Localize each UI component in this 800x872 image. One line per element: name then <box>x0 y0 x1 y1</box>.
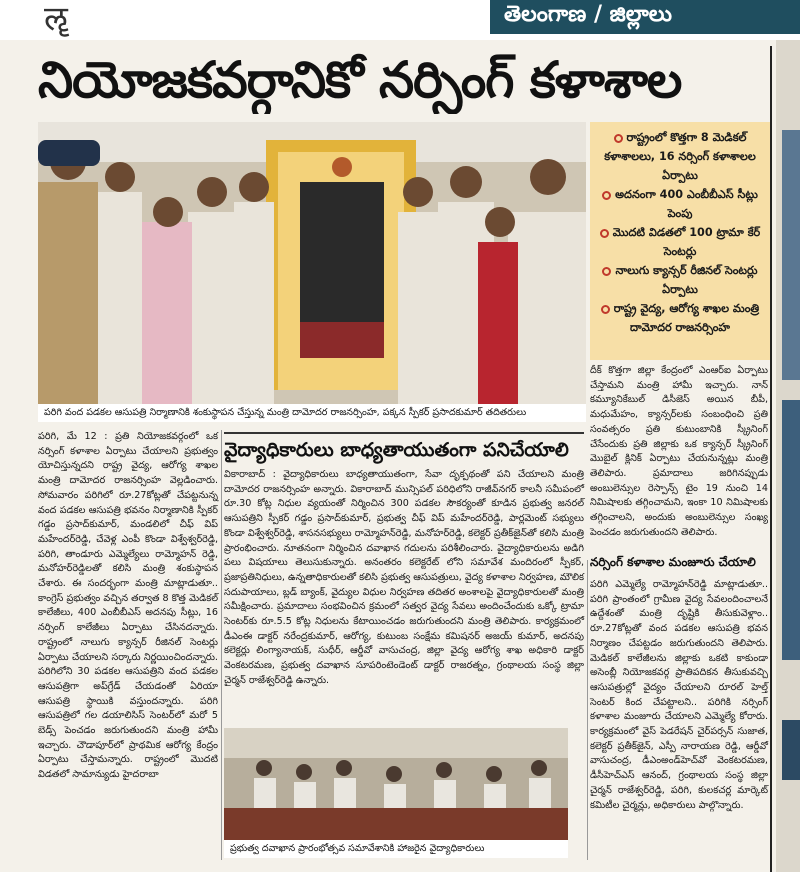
adjacent-article-edge <box>776 40 800 872</box>
section-banner: తెలంగాణ / జిల్లాలు <box>490 0 800 34</box>
column-divider <box>770 46 772 872</box>
right-subheading: నర్సింగ్ కళాశాల మంజూరు చేయాలి <box>590 555 756 569</box>
right-column-text: దీక్ కొత్తగా జిల్లా కేంద్రంలో ఎంఆర్ఐ ఏర్పాటు చేస్తామని మంత్రి హామీ ఇచ్చారు. నాన్ కమ్యూనికేబుల్ డిసీజెస్ అయిన బీపీ, మధుమేహం, క్యాన్సర్‌లకు సంబంధించి ప్రతి సంవత్సరం ప్రతి కుటుంబానికి స్క్రీనింగ్ చేసేందుకు ప్రతి జిల్లాకు ఒక క్యాన్సర్ స్క్రీనింగ్ మొబైల్ క్లినిక్ ఏర్పాటు చేయనున్నట్లు మంత్రి తెలిపారు. ప్రమాదాలు జరిగినప్పుడు అంబులెన్సుల రెస్పాన్స్ టైం 19 నుంచి 14 నిమిషాలకు తగ్గించామని, ఇంకా 10 నిమిషాలకు తగ్గించాలని, అందుకు అంబులెన్సుల సంఖ్య పెంచడం జరుగుతుందని తెలిపారు. <box>590 365 768 538</box>
bullet-icon <box>614 134 623 143</box>
highlights-box <box>590 122 770 360</box>
meeting-photo-caption: ప్రభుత్వ దవాఖాన ప్రారంభోత్సవ సమావేశానికి హాజరైన వైద్యాధికారులు <box>224 840 568 858</box>
bullet-icon <box>602 191 611 200</box>
adjacent-photo <box>782 400 800 660</box>
highlight-item: అదనంగా 400 ఎంబీబీఎస్ సీట్లు పెంపు <box>594 185 766 223</box>
highlight-item: రాష్ట్ర వైద్య, ఆరోగ్య శాఖల మంత్రి దామోదర రాజనర్సింహ <box>594 299 766 337</box>
middle-body-text: వికారాబాద్ : వైద్యాధికారులు బాధ్యతాయుతంగా, సేవా దృక్పథంతో పని చేయాలని మంత్రి దామోదర రాజనర్సింహ అన్నారు. వికారాబాద్ మున్సిపల్ పరిధిలోని రాజీవ్‌నగర్ కాలనీ సమీపంలో రూ.30 కోట్ల నిధుల వ్యయంతో నిర్మించిన 300 పడకల సౌకర్యంతో కూడిన ప్రభుత్వ జనరల్ ఆసుపత్రిని స్పీకర్ గడ్డం ప్రసాద్‌కుమార్, ప్రభుత్వ చీఫ్ విప్ మహేందర్‌రెడ్డి, పార్లమెంట్ సభ్యులు కొండా విశ్వేశ్వర్‌రెడ్డి, శాసనసభ్యులు రామ్మోహన్‌రెడ్డి, మనోహర్‌రెడ్డి, కలెక్టర్ ప్రతీక్‌జైన్‌తో కలిసి మంత్రి ప్రారంభించారు. నూతనంగా నిర్మించిన దవాఖాన గదులను పరిశీలించారు. వైద్యాధికారులను అడిగి పలు విషయాలు తెలుసుకున్నారు. అనంతరం కలెక్టరేట్ లోని సమావేశ మందిరంలో స్పీకర్, ప్రజాప్రతినిధులు, ఉన్నతాధికారులతో కలిసి ప్రభుత్వ ఆసుపత్రులు, వైద్య కళాశాల నిర్వహణ, మౌలిక సదుపాయాలు, బ్లడ్ బ్యాంక్, వైద్యుల విధుల నిర్వహణ తదితర అంశాలపై వైద్యాధికారులతో మంత్రి సమీక్షించారు. ప్రమాదాలు సంభవించిన క్రమంలో సత్వర వైద్య సేవలు అందించేందుకు ఒక్కో ట్రామా సెంటర్‌కు రూ.5.5 కోట్ల నిధులను కేటాయించడం జరుగుతుందని మంత్రి తెలిపారు. కార్యక్రమంలో డీఎంఈ డాక్టర్ నరేంద్రకుమార్, ఆరోగ్య, కుటుంబ సంక్షేమ కమిషనర్ అజయ్ కుమార్, అదనపు కలెక్టర్లు లింగ్యానాయక్, సుధీర్, ఆర్డీవో వాసుచంద్ర, జిల్లా వైద్య ఆరోగ్య శాఖ అధికారి డాక్టర్ వెంకటరమణ, ప్రభుత్వ దవాఖాన సూపరింటెండెంట్ డాక్టర్ రాజరత్నం, గ్రంథాలయ సంస్థ జిల్లా చైర్మన్ రాజేశ్వర్‌రెడ్డి ఉన్నారు. <box>224 469 584 686</box>
bullet-icon <box>602 267 611 276</box>
column-rule <box>221 430 222 860</box>
page-headline: నియోజకవర్గానికో నర్సింగ్ కళాశాల <box>38 51 682 109</box>
newspaper-logo: ॡ <box>44 0 68 39</box>
highlight-item: మొదటి విడతలో 100 ట్రామా కేర్ సెంటర్లు <box>594 223 766 261</box>
masthead <box>0 0 800 40</box>
bullet-icon <box>601 305 610 314</box>
bullet-icon <box>600 229 609 238</box>
main-photo-caption: పరిగి వంద పడకల ఆసుపత్రి నిర్మాణానికి శంకుస్థాపన చేస్తున్న మంత్రి దామోదర రాజనర్సింహ, పక్కన స్పీకర్ ప్రసాదకుమార్ తదితరులు <box>38 404 586 422</box>
column-rule <box>587 560 588 860</box>
adjacent-photo <box>782 130 800 380</box>
adjacent-block <box>782 720 800 780</box>
left-column-text: పరిగి, మే 12 : ప్రతి నియోజకవర్గంలో ఒక నర్సింగ్ కళాశాల ఏర్పాటు చేయాలని ప్రభుత్వం యోచిస్తున్నదని రాష్ట్ర వైద్య, ఆరోగ్య శాఖల మంత్రి దామోదర రాజనర్సింహ వెల్లడించారు. సోమవారం పరిగిలో రూ.27కోట్లతో చేపట్టనున్న వంద పడకల ఆసుపత్రి భవనం నిర్మాణానికి స్పీకర్ గడ్డం ప్రసాద్‌కుమార్, మండలిలో చీఫ్ విప్ మహేందర్‌రెడ్డి, చేవెళ్ల ఎంపీ కొండా విశ్వేశ్వర్‌రెడ్డి, పరిగి, తాండూరు ఎమ్మెల్యేలు రామ్మోహన్ రెడ్డి, మనోహర్‌రెడ్డిలతో కలిసి మంత్రి శంకుస్థాపన చేశారు. ఈ సందర్భంగా మంత్రి మాట్లాడుతూ.. కాంగ్రెస్ ప్రభుత్వం వచ్చిన తర్వాత 8 కొత్త మెడికల్ కాలేజీలు, 400 ఎంబీబీఎస్ అదనపు సీట్లు, 16 నర్సింగ్ కాలేజీలు ఏర్పాటు చేసినదన్నారు. రాష్ట్రంలో నాలుగు క్యాన్సర్ రీజినల్ సెంటర్లు ఏర్పాటు చేయాలని సర్కారు నిర్ణయించిందన్నారు. పరిగిలోని 30 పడకల ఆసుపత్రిని వంద పడకల ఆసుపత్రిగా అప్‌గ్రేడ్ చేయడంతో ఏరియా ఆసుపత్రి స్థాయికి వస్తుందన్నారు. పరిగి ఆసుపత్రిలో గల డయాలిసిస్ సెంటర్‌లో మరో 5 బెడ్స్ పెంచడం జరుగుతుందని మంత్రి హామీ ఇచ్చారు. చౌడాపూర్‌లో ప్రాథమిక ఆరోగ్య కేంద్రం ఏర్పాటు చేస్తామన్నారు. రాష్ట్రంలో మొదటి విడతలో సామాన్యుడు హైదరాబా <box>38 431 218 781</box>
highlight-item: రాష్ట్రంలో కొత్తగా 8 మెడికల్ కళాశాలలు, 16 నర్సింగ్ కళాశాలల ఏర్పాటు <box>604 131 756 182</box>
middle-headline: వైద్యాధికారులు బాధ్యతాయుతంగా పనిచేయాలి <box>224 432 584 464</box>
main-photo <box>38 122 586 404</box>
meeting-photo <box>224 728 568 840</box>
highlight-item: నాలుగు క్యాన్సర్ రీజినల్ సెంటర్లు ఏర్పాటు <box>594 261 766 299</box>
right-column-text-2: పరిగి ఎమ్మెల్యే రామ్మోహన్‌రెడ్డి మాట్లాడుతూ.. పరిగి ప్రాంతంలో గ్రామీణ వైద్య సేవలందించాలనే ఉద్దేశంతో మంత్రి దృష్టికి తీసుకువెళ్లాం.. రూ.27కోట్లతో వంద పడకల ఆసుపత్రి భవన నిర్మాణం చేపట్టడం జరుగుతుందని తెలిపారు. మెడికల్ కాలేజీలను జిల్లాకు ఒకటి కాకుండా అసెంబ్లీ నియోజకవర్గ ప్రాతిపదికన తీసుకువచ్చి ఆసుపత్రుల్లో వైద్యం చేయాలని రూరల్ హెల్త్ సెంటర్ కింద చేపట్టాలని.. పరిగికి నర్సింగ్ కళాశాల మంజూరు చేయాలని ఎమ్మెల్యే కోరారు. కార్యక్రమంలో వైస్ పెడరేషన్ చైర్‌పర్సన్ సుజాత, కలెక్టర్ ప్రతీక్‌జైన్, ఎస్పీ నారాయణ రెడ్డి, ఆర్డీవో వాసుచంద్ర, డీఎంఅండ్‌హెచ్‌వో వెంకటరమణ, డీసీహెచ్‌ఎస్ ఆనంద్, గ్రంథాలయ సంస్థ జిల్లా చైర్మన్ రాజేశ్వర్‌రెడ్డి, పరిగి, కులకచర్ల మార్కెట్ కమిటీల చైర్మన్లు, అధికారులు పాల్గొన్నారు. <box>590 579 768 811</box>
